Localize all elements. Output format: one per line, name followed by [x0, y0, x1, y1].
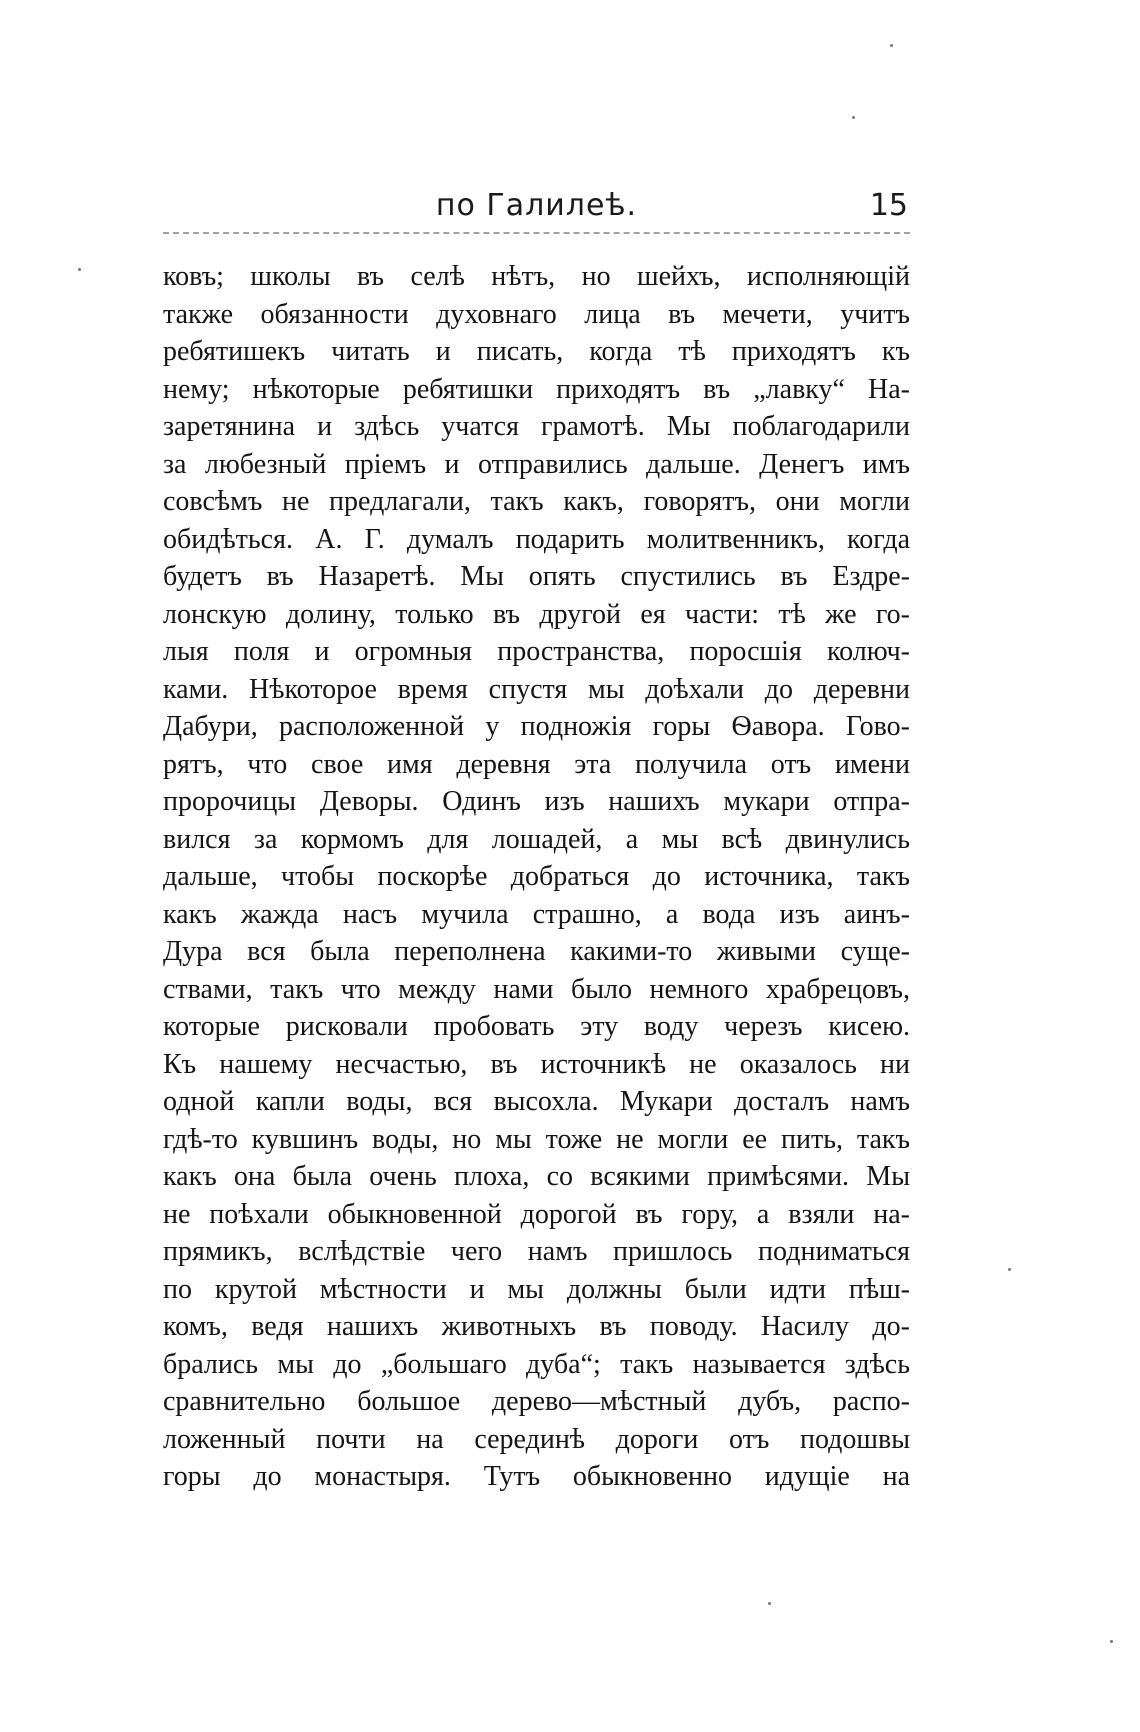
scan-speck — [890, 44, 893, 47]
text-line: пророчицы Деворы. Одинъ изъ нашихъ мукари отпра- — [163, 786, 910, 817]
text-line: ковъ; школы въ селѣ нѣтъ, но шейхъ, исполняющій — [163, 261, 910, 292]
text-line: лыя поля и огромныя пространства, поросшія колюч- — [163, 636, 910, 667]
text-line: Дабури, расположенной у подножія горы Ѳавора. Гово- — [163, 711, 910, 742]
scan-speck — [78, 268, 81, 271]
text-line: Къ нашему несчастью, въ источникѣ не оказалось ни — [163, 1048, 910, 1080]
header-rule — [163, 232, 910, 234]
text-line: нему; нѣкоторые ребятишки приходятъ въ „лавку“ На- — [163, 373, 910, 405]
text-line: гдѣ-то кувшинъ воды, но мы тоже не могли ее пить, такъ — [163, 1123, 910, 1155]
text-line: заретянина и здѣсь учатся грамотѣ. Мы поблагодарили — [163, 411, 910, 442]
text-line: ствами, такъ что между нами было немного храбрецовъ, — [163, 973, 910, 1005]
scan-speck — [1110, 1640, 1113, 1643]
text-line: ребятишекъ читать и писать, когда тѣ приходятъ къ — [163, 336, 910, 367]
text-line: за любезный пріемъ и отправились дальше. Денегъ имъ — [163, 448, 910, 480]
text-line: брались мы до „большаго дуба“; такъ называется здѣсь — [163, 1348, 910, 1380]
text-line: которые рисковали пробовать эту воду черезъ кисею. — [163, 1011, 910, 1042]
text-line: какъ жажда насъ мучила страшно, а вода изъ аинъ- — [163, 898, 910, 930]
text-line: лонскую долину, только въ другой ея части: тѣ же го- — [163, 598, 910, 630]
body-text — [163, 258, 910, 1496]
text-line: одной капли воды, вся высохла. Мукари досталъ намъ — [163, 1086, 910, 1117]
text-line: Дура вся была переполнена какими-то живыми суще- — [163, 936, 910, 967]
text-line: горы до монастыря. Тутъ обыкновенно идущіе на — [163, 1461, 910, 1492]
text-line: совсѣмъ не предлагали, такъ какъ, говорятъ, они могли — [163, 486, 910, 517]
scan-speck — [1008, 1268, 1011, 1271]
text-line: комъ, ведя нашихъ животныхъ въ поводу. Насилу до- — [163, 1311, 910, 1342]
text-line: вился за кормомъ для лошадей, а мы всѣ двинулись — [163, 823, 910, 855]
scan-speck — [768, 1602, 771, 1605]
text-line: ками. Нѣкоторое время спустя мы доѣхали до деревни — [163, 673, 910, 705]
running-title: по Галилеѣ. — [435, 188, 638, 223]
page-number: 15 — [869, 188, 908, 223]
text-line: рятъ, что свое имя деревня эта получила отъ имени — [163, 748, 910, 780]
text-line: ложенный почти на серединѣ дороги отъ подошвы — [163, 1423, 910, 1455]
text-line: дальше, чтобы поскорѣе добраться до источника, такъ — [163, 861, 910, 892]
text-line: прямикъ, вслѣдствіе чего намъ пришлось подниматься — [163, 1236, 910, 1267]
text-line: не поѣхали обыкновенной дорогой въ гору, а взяли на- — [163, 1198, 910, 1230]
text-line: также обязанности духовнаго лица въ мечети, учитъ — [163, 298, 910, 330]
text-line: по крутой мѣстности и мы должны были идти пѣш- — [163, 1273, 910, 1305]
text-line: сравнительно большое дерево—мѣстный дубъ, распо- — [163, 1386, 910, 1417]
text-line: обидѣться. А. Г. думалъ подарить молитвенникъ, когда — [163, 523, 910, 555]
text-line: какъ она была очень плоха, со всякими примѣсями. Мы — [163, 1161, 910, 1192]
text-line: будетъ въ Назаретѣ. Мы опять спустились въ Ездре- — [163, 561, 910, 592]
running-head — [163, 188, 910, 228]
scan-speck — [852, 116, 855, 119]
